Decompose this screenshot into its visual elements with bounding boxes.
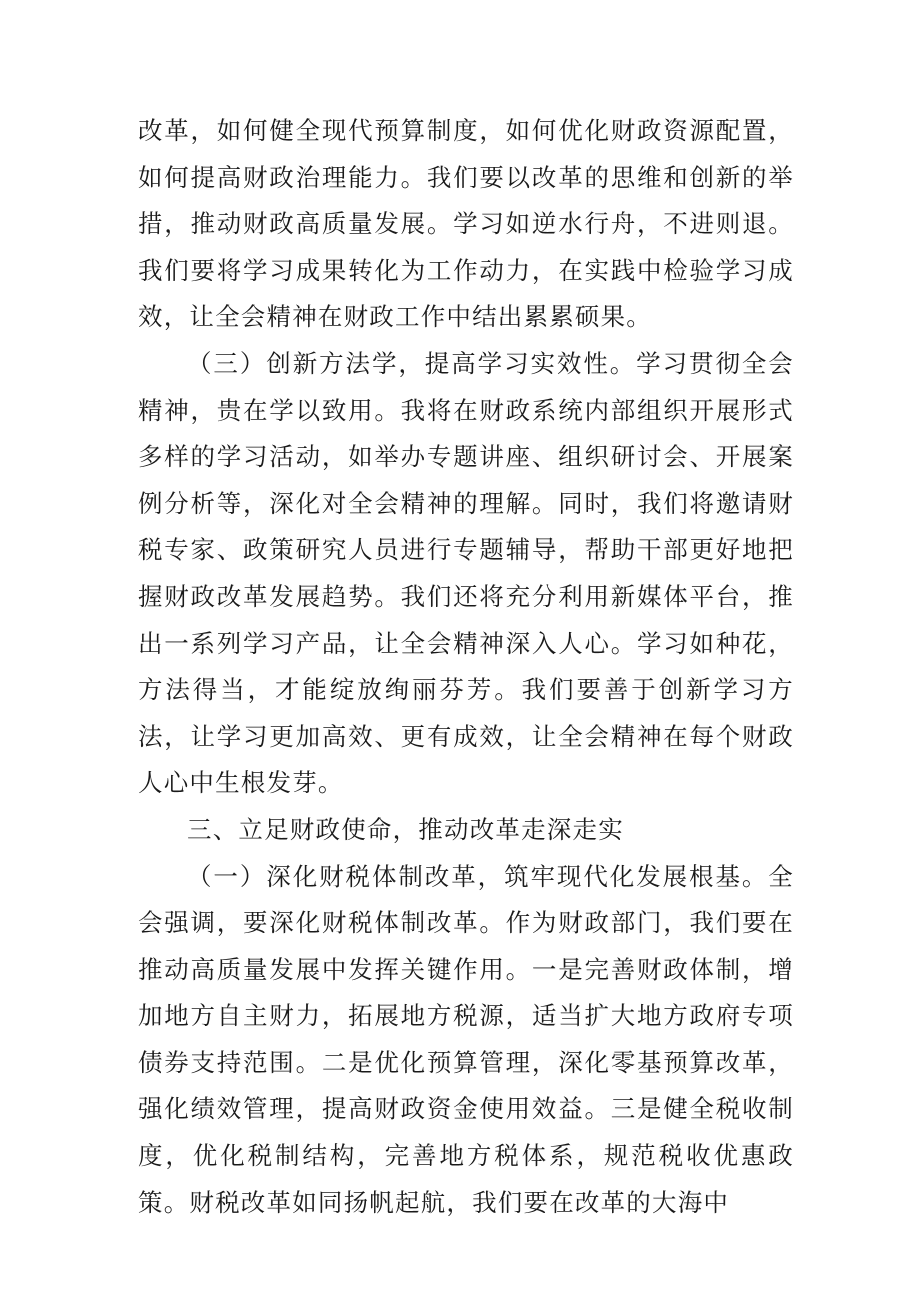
document-body <box>138 108 794 1226</box>
section-heading: 三、立足财政使命，推动改革走深走实 <box>187 814 624 844</box>
paragraph-subsection-1: （一）深化财税体制改革，筑牢现代化发展根基。全会强调，要深化财税体制改革。作为财政部门，我们要在推动高质量发展中发挥关键作用。一是完善财政体制，增加地方自主财力，拓展地方税源，适当扩大地方政府专项债券支持范围。二是优化预算管理，深化零基预算改革，强化绩效管理，提高财政资金使用效益。三是健全税收制度，优化税制结构，完善地方税体系，规范税收优惠政策。财税改革如同扬帆起航，我们要在改革的大海中 <box>138 861 794 1217</box>
paragraph-continuation: 改革，如何健全现代预算制度，如何优化财政资源配置，如何提高财政治理能力。我们要以改革的思维和创新的举措，推动财政高质量发展。学习如逆水行舟，不进则退。我们要将学习成果转化为工作动力，在实践中检验学习成效，让全会精神在财政工作中结出累累硕果。 <box>138 116 794 332</box>
paragraph-section-3: （三）创新方法学，提高学习实效性。学习贯彻全会精神，贵在学以致用。我将在财政系统内部组织开展形式多样的学习活动，如举办专题讲座、组织研讨会、开展案例分析等，深化对全会精神的理解。同时，我们将邀请财税专家、政策研究人员进行专题辅导，帮助干部更好地把握财政改革发展趋势。我们还将充分利用新媒体平台，推出一系列学习产品，让全会精神深入人心。学习如种花，方法得当，才能绽放绚丽芬芳。我们要善于创新学习方法，让学习更加高效、更有成效，让全会精神在每个财政人心中生根发芽。 <box>138 348 794 798</box>
